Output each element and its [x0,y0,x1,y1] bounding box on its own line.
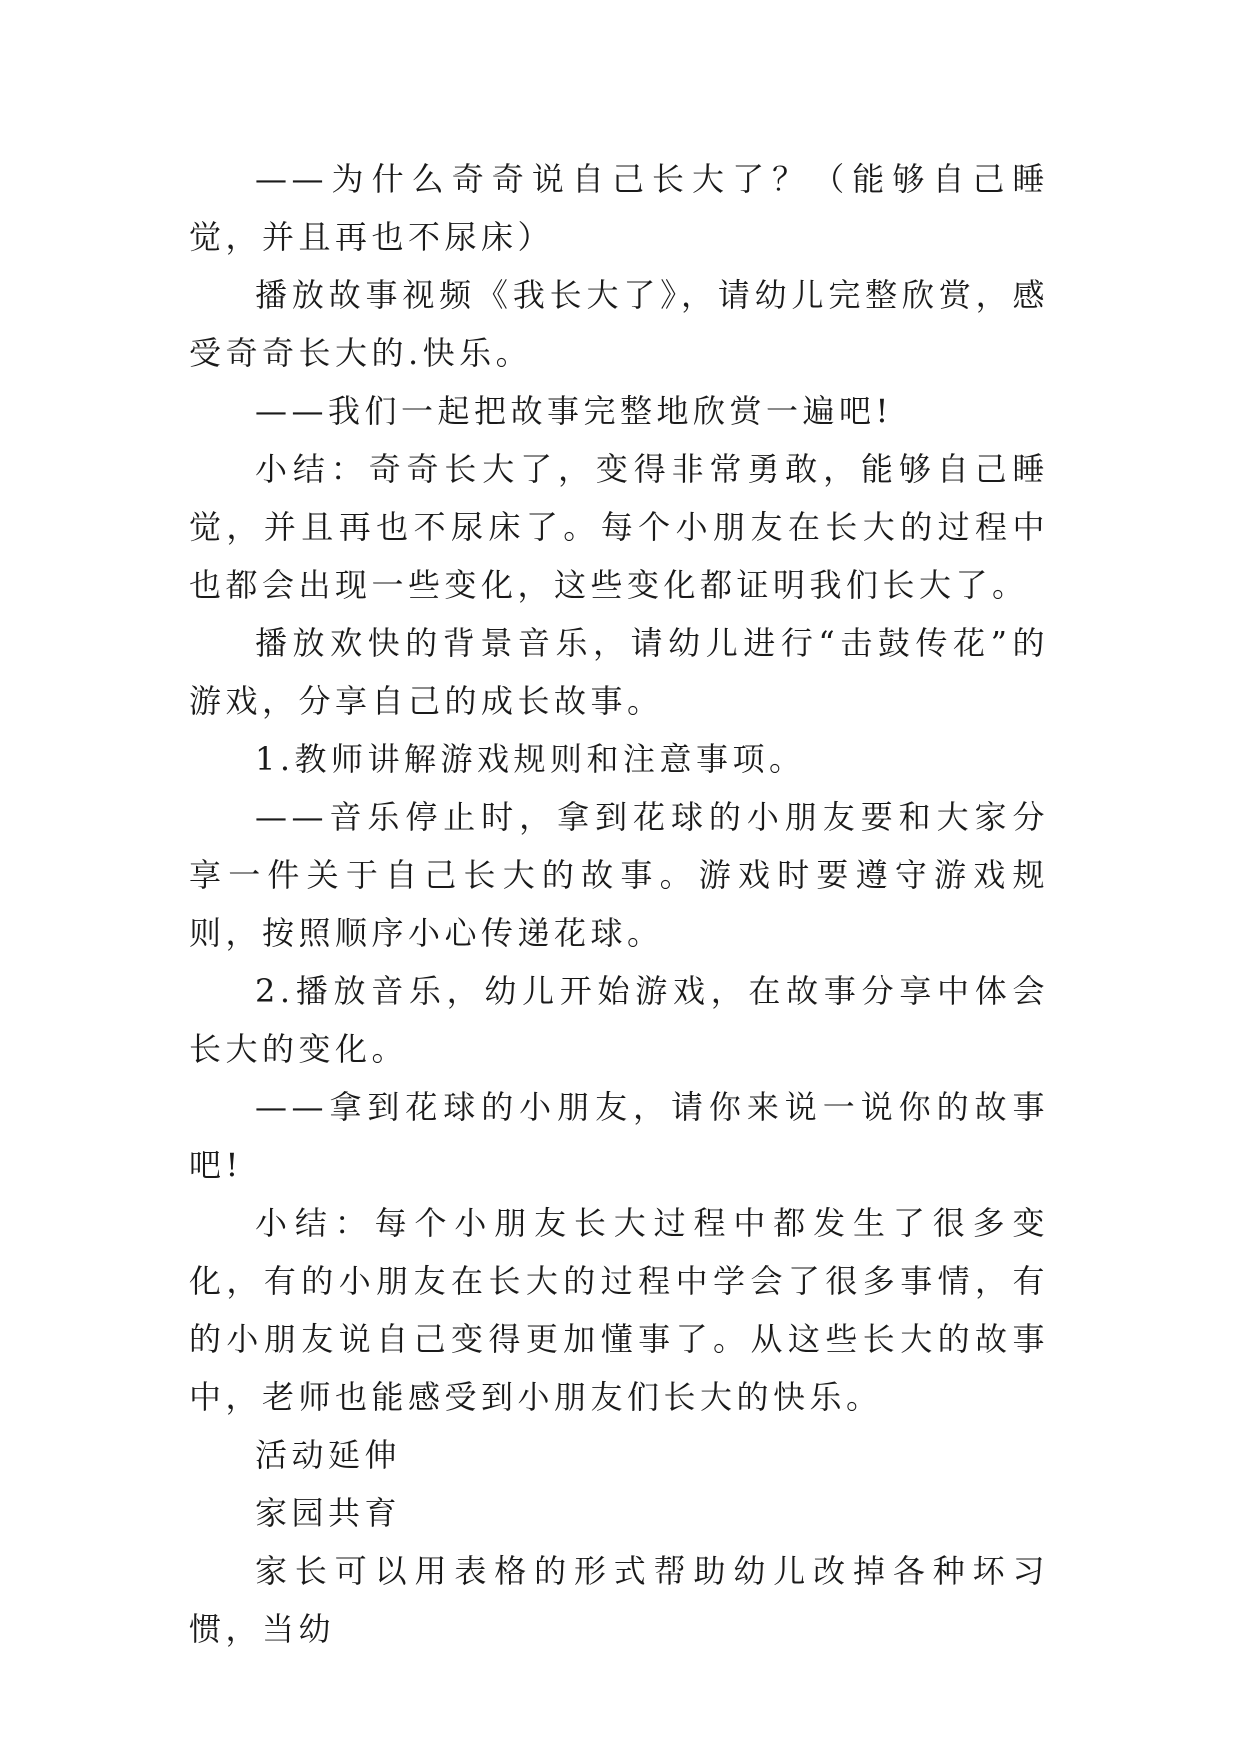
paragraph-question-why-grown: ——为什么奇奇说自己长大了？（能够自己睡觉，并且再也不尿床） [189,160,1049,256]
paragraph-enjoy-story-again: ——我们一起把故事完整地欣赏一遍吧! [255,392,893,430]
paragraph-step-1: 1.教师讲解游戏规则和注意事项。 [255,740,806,778]
paragraph-game-rules: ——音乐停止时，拿到花球的小朋友要和大家分享一件关于自己长大的故事。游戏时要遵守游戏规则，按照顺序小心传递花球。 [189,798,1049,952]
paragraph-pass-flower-game: 播放欢快的背景音乐，请幼儿进行“击鼓传花”的游戏，分享自己的成长故事。 [189,624,1049,720]
paragraph-step-2: 2.播放音乐，幼儿开始游戏，在故事分享中体会长大的变化。 [189,972,1049,1068]
paragraph-play-story-video: 播放故事视频《我长大了》，请幼儿完整欣赏，感受奇奇长大的.快乐。 [189,276,1049,372]
document-page [189,150,1049,1658]
paragraph-share-story: ——拿到花球的小朋友，请你来说一说你的故事吧! [189,1088,1049,1184]
paragraph-parents-table: 家长可以用表格的形式帮助幼儿改掉各种坏习惯，当幼 [189,1552,1049,1648]
paragraph-summary-2: 小结：每个小朋友长大过程中都发生了很多变化，有的小朋友在长大的过程中学会了很多事情，有的小朋友说自己变得更加懂事了。从这些长大的故事中，老师也能感受到小朋友们长大的快乐。 [189,1204,1049,1416]
paragraph-summary-1: 小结：奇奇长大了，变得非常勇敢，能够自己睡觉，并且再也不尿床了。每个小朋友在长大的过程中也都会出现一些变化，这些变化都证明我们长大了。 [189,450,1049,604]
heading-activity-extension: 活动延伸 [255,1436,402,1474]
heading-home-school: 家园共育 [255,1494,402,1532]
